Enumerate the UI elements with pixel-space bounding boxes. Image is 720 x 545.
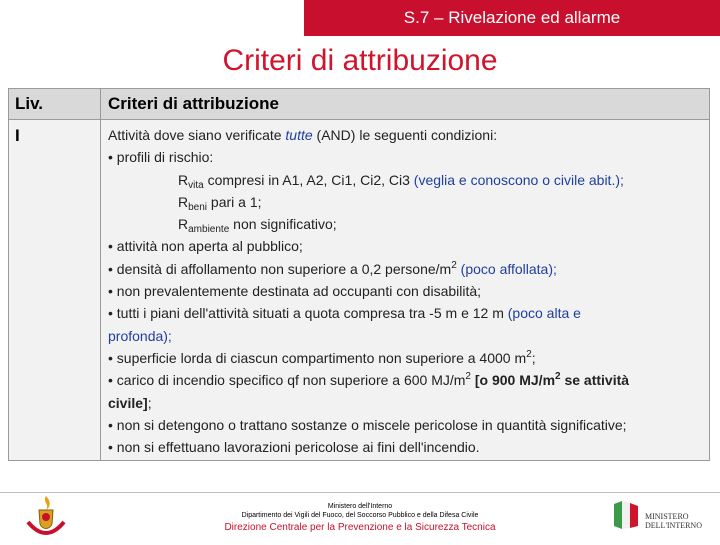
- page-title: Criteri di attribuzione: [222, 44, 498, 77]
- slide-header-bar: [304, 0, 720, 36]
- intro-tutte: tutte: [285, 127, 313, 143]
- rvita-text: compresi in A1, A2, Ci1, Ci2, Ci3: [203, 171, 414, 188]
- rvita-line: [108, 169, 704, 191]
- criteria-content: [108, 124, 704, 458]
- intro-text-end: (AND) le seguenti condizioni:: [312, 127, 498, 143]
- densita-sup: 2: [451, 259, 457, 271]
- ramb-sub: ambiente: [188, 224, 230, 236]
- bullet-quota: [108, 302, 704, 324]
- criteria-table: [8, 88, 710, 461]
- column-divider: [100, 120, 101, 460]
- row-level: I: [15, 126, 20, 145]
- quota-note-2: profonda);: [108, 327, 172, 344]
- rvita-sub: vita: [188, 179, 204, 191]
- carico-bold-end: se attività: [560, 372, 630, 389]
- densita-text: • densità di affollamento non superiore a 0,2 persone/m: [108, 260, 452, 277]
- rvita-note: (veglia e conoscono o civile abit.);: [413, 171, 624, 188]
- header-column-divider: [100, 89, 101, 120]
- ministero-line-2: DELL'INTERNO: [645, 521, 702, 530]
- superficie-end: ;: [531, 349, 536, 366]
- superficie-sup: 2: [526, 348, 532, 360]
- carico-end: ;: [147, 394, 152, 411]
- ministero-line-1: MINISTERO: [645, 512, 689, 521]
- ramb-text: non significativo;: [229, 216, 337, 233]
- ministero-logo-text: [645, 512, 702, 530]
- superficie-text: • superficie lorda di ciascun compartimento non superiore a 4000 m: [108, 349, 527, 366]
- quota-note-1: (poco alta e: [507, 305, 581, 322]
- bullet-carico-cont: [108, 392, 704, 414]
- intro-line: [108, 124, 704, 146]
- footer-divider: [0, 492, 720, 493]
- bullet-aperta: • attività non aperta al pubblico;: [108, 238, 303, 255]
- densita-note: (poco affollata);: [456, 260, 557, 277]
- header-level: Liv.: [15, 94, 44, 113]
- rbeni-symbol: R: [178, 193, 189, 210]
- slide-label: S.7 – Rivelazione ed allarme: [403, 8, 621, 27]
- italian-flag-icon: [612, 498, 642, 532]
- rambiente-line: [108, 213, 704, 235]
- carico-bold: [o 900 MJ/m: [470, 372, 556, 389]
- ramb-symbol: R: [178, 216, 189, 233]
- carico-bold-sup: 2: [555, 371, 561, 383]
- footer-direzione: Direzione Centrale per la Prevenzione e la Sicurezza Tecnica: [224, 522, 496, 533]
- bullet-carico: [108, 369, 704, 391]
- footer-dipartimento: Dipartimento dei Vigili del Fuoco, del Soccorso Pubblico e della Difesa Civile: [241, 512, 479, 519]
- bullet-superficie: [108, 347, 704, 369]
- rbeni-line: [108, 191, 704, 213]
- intro-text: Attività dove siano verificate: [108, 127, 286, 143]
- bullet-densita: [108, 258, 704, 280]
- footer-ministero: Ministero dell'Interno: [327, 503, 393, 510]
- carico-sup: 2: [465, 371, 471, 383]
- bullet-lavorazioni: • non si effettuano lavorazioni pericolose ai fini dell'incendio.: [108, 439, 480, 456]
- bullet-quota-cont: [108, 325, 704, 347]
- header-criteria: Criteri di attribuzione: [108, 94, 279, 113]
- rbeni-sub: beni: [188, 201, 208, 213]
- table-header-row: [9, 89, 709, 120]
- quota-text: • tutti i piani dell'attività situati a quota compresa tra -5 m e 12 m: [108, 305, 508, 322]
- carico-civile: civile]: [108, 394, 148, 411]
- carico-text: • carico di incendio specifico qf non superiore a 600 MJ/m: [108, 372, 466, 389]
- bullet-sostanze: • non si detengono o trattano sostanze o miscele pericolose in quantità significative;: [108, 416, 627, 433]
- rischio-label: • profili di rischio:: [108, 149, 214, 166]
- rvita-symbol: R: [178, 171, 189, 188]
- rbeni-text: pari a 1;: [207, 193, 262, 210]
- bullet-disabilita: • non prevalentemente destinata ad occupanti con disabilità;: [108, 283, 482, 300]
- table-row: [9, 120, 709, 460]
